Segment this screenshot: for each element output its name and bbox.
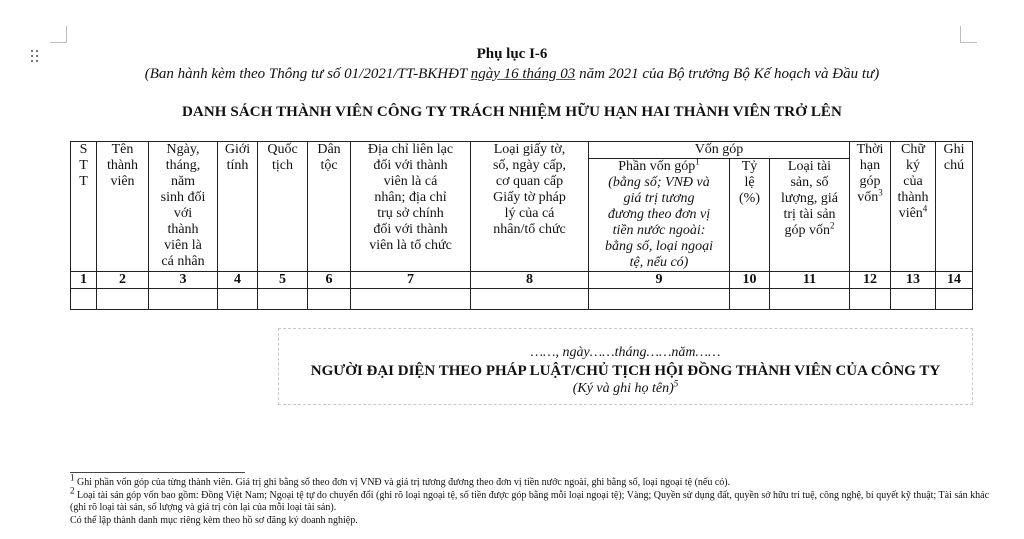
page-corner-top-left <box>50 26 67 43</box>
header-signature <box>891 142 936 272</box>
header-capital-part-note: (bằng số; VNĐ và giá trị tương đương theo đơn vị tiền nước ngoài: bằng số, loại ngoại tệ, nếu có) <box>604 175 714 270</box>
header-asset-type <box>770 159 850 272</box>
table-cell[interactable] <box>850 289 891 310</box>
header-asset-type-text: Loại tài sản, số lượng, giá trị tài sản góp vốn <box>781 159 838 238</box>
document-title: DANH SÁCH THÀNH VIÊN CÔNG TY TRÁCH NHIỆM HỮU HẠN HAI THÀNH VIÊN TRỞ LÊN <box>182 104 842 120</box>
header-capital-part-text: Phần vốn góp <box>618 159 696 174</box>
member-table <box>70 141 973 310</box>
header-capital-text: Vốn góp <box>694 142 744 157</box>
column-number-row <box>71 272 973 289</box>
header-address-text: Địa chỉ liên lạc đối với thành viên là cá nhân; địa chỉ trụ sở chính đối với thành viên là tổ chức <box>367 142 454 253</box>
header-name <box>97 142 149 272</box>
footnote-ref-5: 5 <box>673 378 679 389</box>
signature-role: NGƯỜI ĐẠI DIỆN THEO PHÁP LUẬT/CHỦ TỊCH HỘI ĐỒNG THÀNH VIÊN CỦA CÔNG TY <box>310 363 941 379</box>
header-stt <box>71 142 97 272</box>
header-ratio <box>730 159 770 272</box>
issued-date: ngày 16 tháng 03 <box>470 66 576 82</box>
table-cell[interactable] <box>149 289 218 310</box>
header-address <box>351 142 471 272</box>
footnote-separator <box>70 472 245 473</box>
table-cell[interactable] <box>589 289 730 310</box>
table-cell[interactable] <box>71 289 97 310</box>
header-capital <box>589 142 850 159</box>
table-cell[interactable] <box>218 289 258 310</box>
column-number: 3 <box>149 272 218 289</box>
column-number: 6 <box>308 272 351 289</box>
header-ethnicity <box>308 142 351 272</box>
table-cell[interactable] <box>258 289 308 310</box>
header-stt-text: S T T <box>79 142 88 189</box>
header-term <box>850 142 891 272</box>
column-number: 9 <box>589 272 730 289</box>
signature-instruction <box>279 378 972 397</box>
table-cell[interactable] <box>891 289 936 310</box>
table-header-row <box>71 142 973 159</box>
header-signature-text: Chữ ký của thành viên <box>897 142 929 221</box>
page-corner-top-right <box>960 26 977 43</box>
footnote-item <box>70 472 990 490</box>
table-cell[interactable] <box>471 289 589 310</box>
header-dob-text: Ngày, tháng, năm sinh đối với thành viên là cá nhân <box>160 142 206 269</box>
column-number: 13 <box>891 272 936 289</box>
footnote-mark: 2 <box>70 485 75 496</box>
issued-suffix: năm 2021 của Bộ trưởng Bộ Kế hoạch và Đầu tư) <box>575 66 880 82</box>
column-number: 12 <box>850 272 891 289</box>
column-number: 1 <box>71 272 97 289</box>
footnote-mark: 1 <box>70 472 75 483</box>
column-number: 2 <box>97 272 149 289</box>
column-number: 5 <box>258 272 308 289</box>
column-number: 14 <box>936 272 973 289</box>
column-number: 7 <box>351 272 471 289</box>
header-gender-text: Giới tính <box>224 142 251 173</box>
appendix-title: Phụ lục I-6 <box>476 46 548 62</box>
header-note <box>936 142 973 272</box>
table-cell[interactable] <box>730 289 770 310</box>
footnote-ref-4: 4 <box>922 203 928 214</box>
header-nationality <box>258 142 308 272</box>
table-row <box>71 289 973 310</box>
footnote-text: Ghi phần vốn góp của từng thành viên. Giá trị ghi bằng số theo đơn vị VNĐ và giá trị tương đương theo đơn vị tiền nước ngoài, ghi bằng số, loại ngoại tệ (nếu có). <box>74 477 731 488</box>
column-number: 8 <box>471 272 589 289</box>
footnote-ref-2: 2 <box>830 220 835 231</box>
table-cell[interactable] <box>351 289 471 310</box>
issued-prefix: (Ban hành kèm theo Thông tư số 01/2021/TT-BKHĐT <box>144 66 471 82</box>
footnote-item <box>70 485 990 515</box>
footnote-ref-3: 3 <box>878 187 883 198</box>
signature-instruction-text: (Ký và ghi họ tên) <box>572 381 674 396</box>
footnote-text: Có thể lập thành danh mục riêng kèm theo hồ sơ đăng ký doanh nghiệp. <box>70 514 358 526</box>
header-ethnicity-text: Dân tộc <box>317 142 341 173</box>
header-gender <box>218 142 258 272</box>
header-ratio-text: Tỷ lệ (%) <box>739 159 760 206</box>
signature-date-line: ……, ngày……tháng……năm…… <box>530 345 721 360</box>
header-nationality-text: Quốc tịch <box>267 142 298 173</box>
column-number: 4 <box>218 272 258 289</box>
header-dob <box>149 142 218 272</box>
footnote-ref-1: 1 <box>695 156 700 167</box>
column-number: 11 <box>770 272 850 289</box>
table-cell[interactable] <box>770 289 850 310</box>
header-id-document <box>471 142 589 272</box>
footnote-text: Loại tài sản góp vốn bao gồm: Đồng Việt Nam; Ngoại tệ tự do chuyển đổi (ghi rõ loại ngoại tệ, số tiền được góp bằng mỗi loại ngoại tệ); Vàng; Quyền sử dụng đất, quyền sở hữu trí tuệ, công nghệ, bí quyết kỹ thuật; Tài sản khác (ghi rõ loại tài sản, số lượng và giá trị còn lại của mỗi loại tài sản). <box>70 489 990 513</box>
appendix-subtitle <box>0 66 1024 83</box>
table-cell[interactable] <box>97 289 149 310</box>
header-name-text: Tên thành viên <box>106 142 139 189</box>
header-note-text: Ghi chú <box>943 142 965 173</box>
footnote-item <box>70 515 990 528</box>
table-cell[interactable] <box>936 289 973 310</box>
header-capital-part <box>589 156 730 272</box>
footnotes <box>70 472 990 527</box>
signature-block[interactable] <box>278 328 973 405</box>
table-cell[interactable] <box>308 289 351 310</box>
column-number: 10 <box>730 272 770 289</box>
header-term-text: Thời hạn góp vốn <box>856 142 884 205</box>
header-id-document-text: Loại giấy tờ, số, ngày cấp, cơ quan cấp Giấy tờ pháp lý của cá nhân/tổ chức <box>492 142 567 237</box>
